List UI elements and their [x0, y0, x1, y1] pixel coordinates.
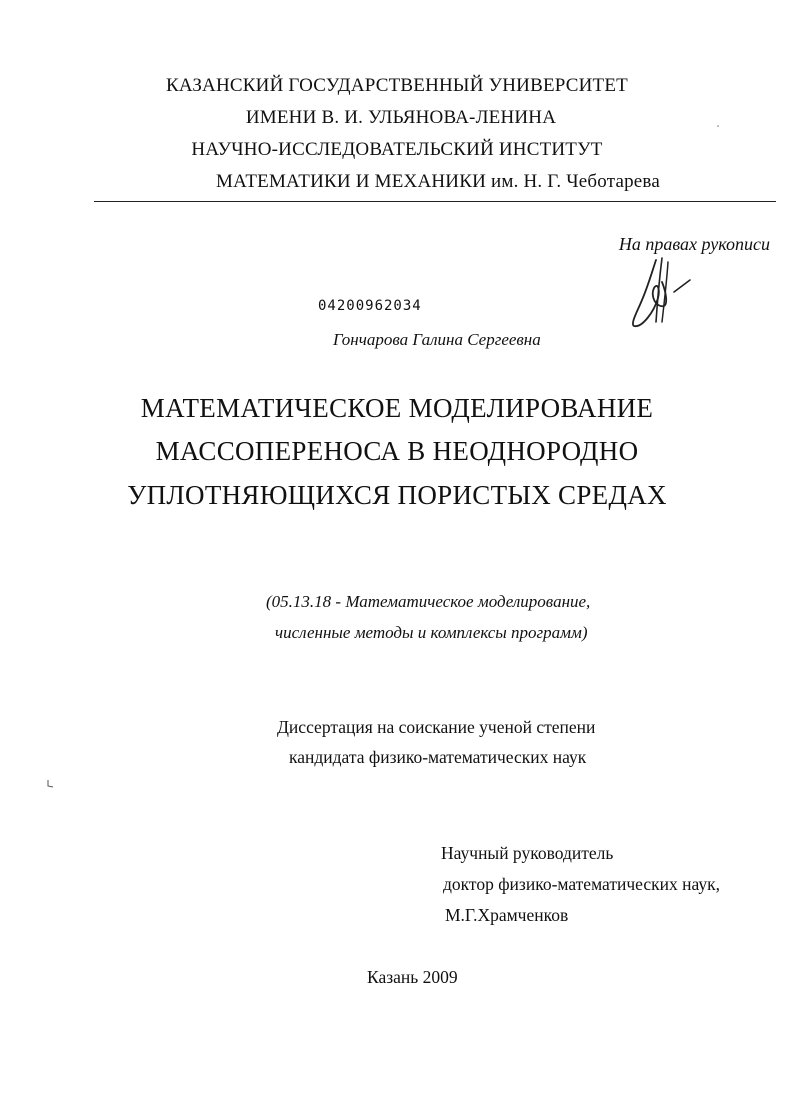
- thesis-line-1: Диссертация на соискание ученой степени: [277, 717, 596, 737]
- institution-line-3: НАУЧНО-ИССЛЕДОВАТЕЛЬСКИЙ ИНСТИТУТ: [191, 139, 603, 160]
- city-year: Казань 2009: [367, 967, 458, 987]
- specialty-line-1: (05.13.18 - Математическое моделирование,: [266, 592, 591, 611]
- specialty-line-2: численные методы и комплексы программ): [275, 623, 588, 642]
- advisor-degree: доктор физико-математических наук,: [443, 874, 720, 894]
- title-line-2: МАССОПЕРЕНОСА В НЕОДНОРОДНО: [155, 436, 639, 466]
- institution-line-4: МАТЕМАТИКИ И МЕХАНИКИ им. Н. Г. Чеботарева: [216, 171, 660, 192]
- author-name: Гончарова Галина Сергеевна: [333, 330, 541, 349]
- institution-line-1: КАЗАНСКИЙ ГОСУДАРСТВЕННЫЙ УНИВЕРСИТЕТ: [166, 75, 628, 96]
- manuscript-note: На правах рукописи: [618, 234, 770, 254]
- institution-line-2: ИМЕНИ В. И. УЛЬЯНОВА-ЛЕНИНА: [245, 107, 557, 128]
- title-line-3: УПЛОТНЯЮЩИХСЯ ПОРИСТЫХ СРЕДАХ: [127, 480, 667, 510]
- advisor-role: Научный руководитель: [441, 843, 614, 863]
- scan-dot-icon: [716, 124, 720, 128]
- document-code: 04200962034: [318, 298, 422, 314]
- title-line-1: МАТЕМАТИЧЕСКОЕ МОДЕЛИРОВАНИЕ: [140, 393, 654, 423]
- header-divider: [94, 201, 776, 202]
- signature-icon: [612, 252, 702, 332]
- scan-speck-icon: [46, 779, 54, 789]
- advisor-name: М.Г.Храмченков: [445, 905, 569, 925]
- thesis-line-2: кандидата физико-математических наук: [289, 747, 587, 767]
